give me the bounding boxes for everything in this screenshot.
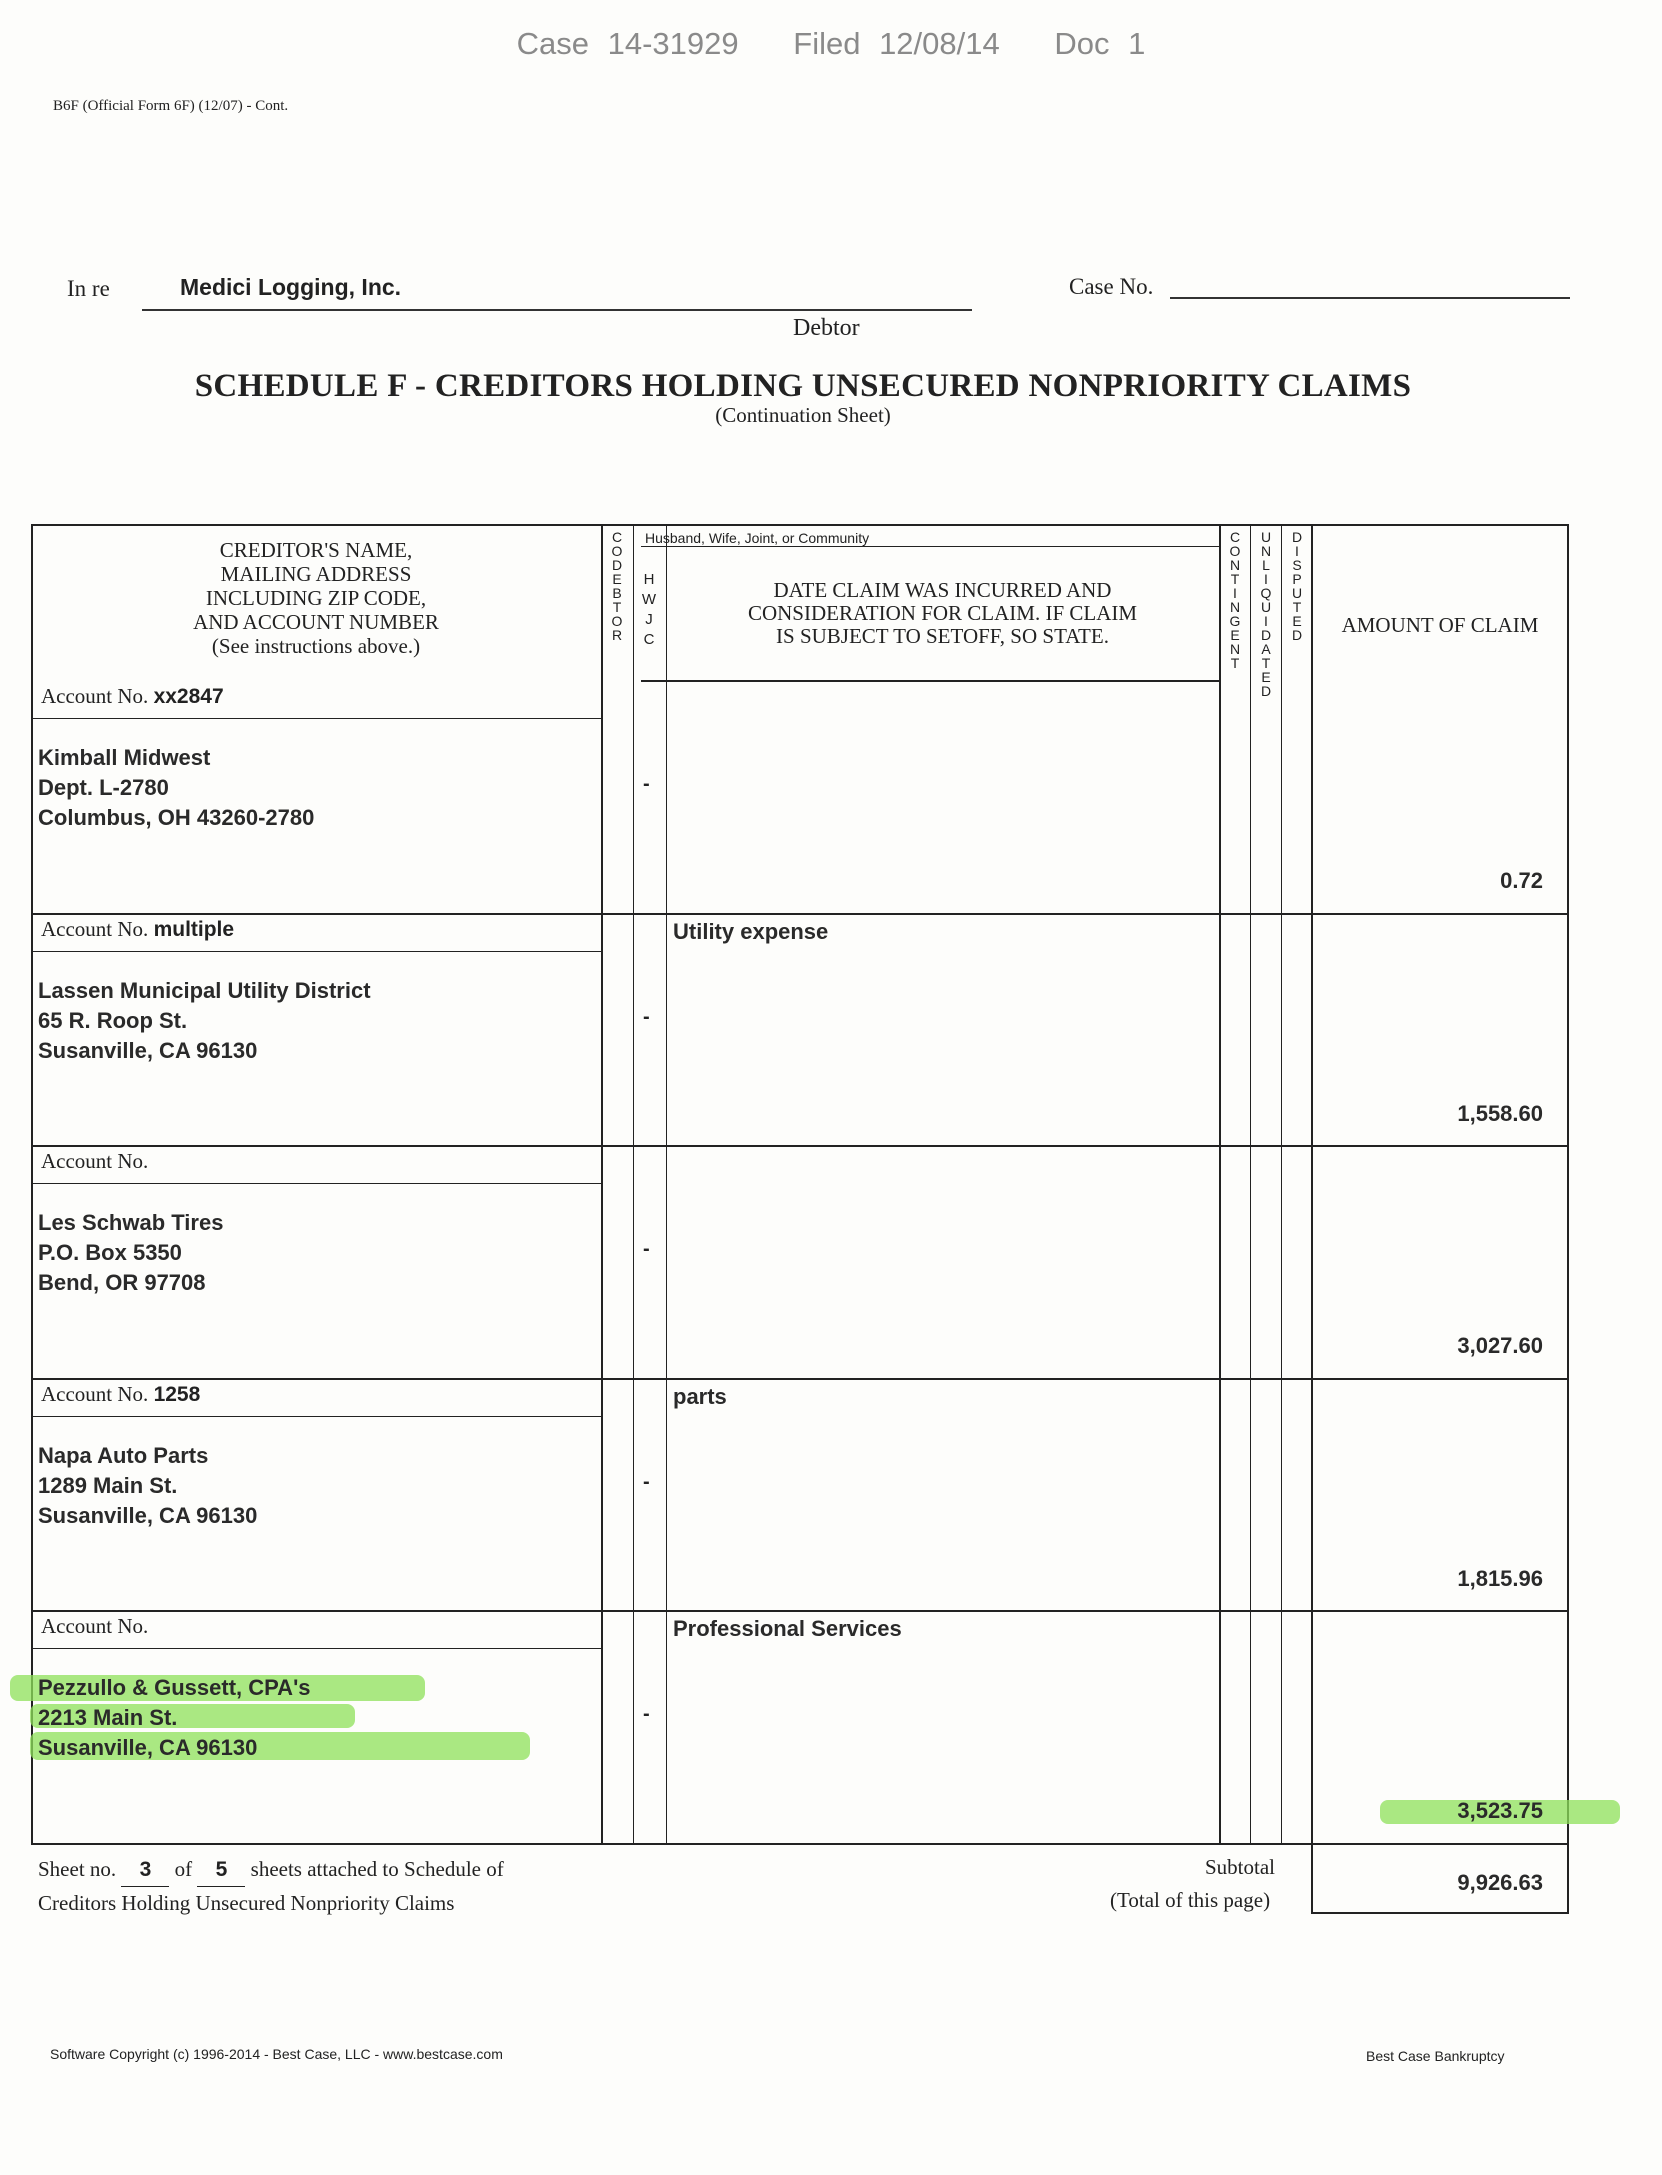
codebtor-col-left <box>601 524 603 1844</box>
creditor-address-1: 65 R. Roop St. <box>38 1008 188 1033</box>
sheet-number: 3 <box>121 1853 169 1887</box>
sheet-total: 5 <box>197 1853 245 1887</box>
debtor-name: Medici Logging, Inc. <box>180 274 402 300</box>
sheet-counter: Sheet no. 3 of 5 sheets attached to Schedule of Creditors Holding Unsecured Nonpriority Claims <box>38 1853 504 1920</box>
subtotal-box-bottom <box>1311 1912 1568 1914</box>
debtor-caption: Debtor <box>793 315 860 341</box>
schedule-title: SCHEDULE F - CREDITORS HOLDING UNSECURED NONPRIORITY CLAIMS <box>194 368 1412 404</box>
claim-amount: 3,027.60 <box>1457 1333 1543 1358</box>
creditor-address-2: Susanville, CA 96130 <box>38 1038 258 1063</box>
account-label: Account No. <box>41 1149 149 1173</box>
claim-amount: 1,815.96 <box>1457 1566 1543 1591</box>
creditor-address-2: Bend, OR 97708 <box>38 1270 206 1295</box>
hwjc-value: - <box>643 773 650 795</box>
account-field <box>41 917 234 942</box>
subtotal-amount: 9,926.63 <box>1457 1870 1543 1895</box>
consideration-text: Professional Services <box>673 1616 902 1641</box>
row-separator <box>31 1378 1568 1380</box>
amount-column-header: AMOUNT OF CLAIM <box>1341 613 1539 637</box>
creditor-info <box>38 1673 311 1763</box>
account-line <box>31 1183 601 1184</box>
account-number: multiple <box>153 918 235 941</box>
creditor-name: Les Schwab Tires <box>38 1210 224 1235</box>
claim-amount: 3,523.75 <box>1457 1798 1543 1823</box>
creditor-address-2: Susanville, CA 96130 <box>38 1735 258 1760</box>
creditor-info <box>38 743 314 833</box>
hwjc-value: - <box>643 1471 650 1493</box>
row-separator <box>31 1610 1568 1612</box>
hwjc-title-divider <box>641 546 1219 547</box>
schedule-subtitle: (Continuation Sheet) <box>715 403 891 427</box>
hwjc-value: - <box>643 1238 650 1260</box>
filed-date-stamp: Filed 12/08/14 <box>793 26 1000 61</box>
account-line <box>31 718 601 719</box>
account-field <box>41 1614 148 1639</box>
unliquidated-col-left <box>1250 524 1251 1844</box>
form-identifier: B6F (Official Form 6F) (12/07) - Cont. <box>53 98 289 114</box>
hwjc-column-header: H W J C <box>641 571 657 648</box>
amount-col-divider <box>1311 524 1313 1914</box>
disputed-col-left <box>1281 524 1282 1844</box>
account-field <box>41 1149 148 1174</box>
creditor-column-header: CREDITOR'S NAME, MAILING ADDRESS INCLUDING ZIP CODE, AND ACCOUNT NUMBER (See instructions above.) <box>193 538 439 658</box>
creditor-address-1: 2213 Main St. <box>38 1705 178 1730</box>
account-line <box>31 1416 601 1417</box>
consideration-text: parts <box>673 1384 727 1409</box>
account-line <box>31 1648 601 1649</box>
account-number: 1258 <box>153 1383 201 1406</box>
hwjc-col-left <box>633 524 634 1844</box>
row-separator <box>31 913 1568 915</box>
account-field <box>41 684 224 709</box>
creditor-name: Pezzullo & Gussett, CPA's <box>38 1675 311 1700</box>
creditor-info <box>38 1441 257 1531</box>
account-label: Account No. <box>41 1614 149 1638</box>
doc-number-stamp: Doc 1 <box>1054 26 1146 61</box>
creditor-address-1: Dept. L-2780 <box>38 775 169 800</box>
table-right-border <box>1567 524 1569 1914</box>
creditor-address-2: Columbus, OH 43260-2780 <box>38 805 315 830</box>
hwjc-value: - <box>643 1006 650 1028</box>
unliquidated-column-header: U N L I Q U I D A T E D <box>1260 529 1272 699</box>
hwjc-value: - <box>643 1703 650 1725</box>
codebtor-column-header: C O D E B T O R <box>611 529 623 643</box>
account-label: Account No. <box>41 684 149 708</box>
hwjc-column-title: Husband, Wife, Joint, or Community <box>645 530 870 546</box>
consideration-col-left <box>666 524 667 1844</box>
date-claim-column-header: DATE CLAIM WAS INCURRED AND CONSIDERATION FOR CLAIM. IF CLAIM IS SUBJECT TO SETOFF, SO STATE. <box>747 578 1138 648</box>
creditor-name: Kimball Midwest <box>38 745 211 770</box>
in-re-label: In re <box>67 276 110 301</box>
claim-amount: 0.72 <box>1500 868 1543 893</box>
table-bottom-border <box>31 1843 1568 1845</box>
header-divider <box>641 680 1219 682</box>
account-line <box>31 951 601 952</box>
creditor-info <box>38 976 371 1066</box>
subtotal-caption: (Total of this page) <box>1110 1888 1271 1912</box>
software-copyright: Software Copyright (c) 1996-2014 - Best Case, LLC - www.bestcase.com <box>50 2046 503 2062</box>
row-separator <box>31 1145 1568 1147</box>
account-label: Account No. <box>41 1382 149 1406</box>
creditor-name: Napa Auto Parts <box>38 1443 209 1468</box>
disputed-column-header: D I S P U T E D <box>1291 529 1303 643</box>
creditor-address-1: 1289 Main St. <box>38 1473 178 1498</box>
account-number: xx2847 <box>153 685 224 708</box>
debtor-underline <box>142 309 972 311</box>
account-field <box>41 1382 200 1407</box>
creditor-info <box>38 1208 223 1298</box>
consideration-text: Utility expense <box>673 919 829 944</box>
contingent-col-left <box>1219 524 1221 1844</box>
table-left-border <box>31 524 33 1844</box>
software-brand: Best Case Bankruptcy <box>1366 2048 1505 2064</box>
account-label: Account No. <box>41 917 149 941</box>
subtotal-label: Subtotal <box>1205 1855 1276 1879</box>
creditor-name: Lassen Municipal Utility District <box>38 978 371 1003</box>
case-number-stamp: Case 14-31929 <box>516 26 739 61</box>
case-filing-stamp <box>0 26 1662 62</box>
creditor-address-2: Susanville, CA 96130 <box>38 1503 258 1528</box>
claim-amount: 1,558.60 <box>1457 1101 1543 1126</box>
contingent-column-header: C O N T I N G E N T <box>1229 529 1241 671</box>
case-no-underline <box>1170 297 1570 299</box>
creditor-address-1: P.O. Box 5350 <box>38 1240 182 1265</box>
case-no-label: Case No. <box>1069 274 1154 299</box>
table-top-border <box>31 524 1568 526</box>
